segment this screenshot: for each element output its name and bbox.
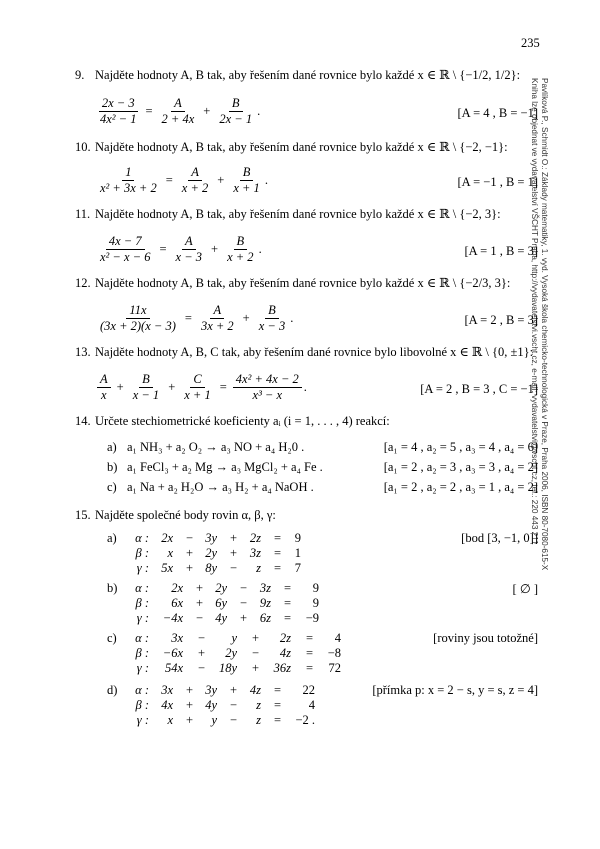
rhs: −9 — [305, 611, 319, 625]
e13-d1: x — [101, 388, 107, 402]
system-c — [123, 631, 341, 676]
page-number: 235 — [521, 36, 540, 50]
term: 6z — [259, 611, 271, 625]
reaction-b-answer: [a₁ = 2 , a₂ = 3 , a₃ = 3 , a₄ = 2] — [383, 460, 538, 474]
op: + — [251, 661, 259, 675]
reaction-c: a₁ Na + a₂ H₂O → a₃ H₂ + a₄ NaOH . — [127, 480, 314, 494]
e10-d3: x + 1 — [233, 181, 260, 195]
term: 3z — [249, 546, 261, 560]
rhs: 7 — [294, 561, 301, 575]
term: x — [167, 713, 173, 727]
term: 3z — [259, 581, 271, 595]
term: z — [256, 713, 261, 727]
term: 2y — [225, 646, 237, 660]
e12-n3: B — [265, 304, 279, 319]
op: − — [197, 631, 205, 645]
term: 6x — [171, 596, 183, 610]
e9-n2: A — [171, 97, 185, 112]
system-a — [123, 531, 301, 576]
e9-n3: B — [229, 97, 243, 112]
rhs: 72 — [328, 661, 341, 675]
term: 18y — [218, 661, 237, 675]
op: + — [185, 561, 193, 575]
e12-d3: x − 3 — [258, 319, 286, 333]
op: + — [185, 546, 193, 560]
rhs: 9 — [312, 581, 319, 595]
op: + — [185, 698, 193, 712]
e10-n1: 1 — [122, 166, 134, 181]
e11-d1: x² − x − 6 — [100, 250, 151, 264]
op: − — [239, 596, 247, 610]
problem-13-text: Najděte hodnoty A, B, C tak, aby řešením dané rovnice bylo libovolné x ∈ ℝ \ {0, ±1}: — [95, 345, 534, 359]
e13-d4: x³ − x — [252, 388, 283, 402]
eq-label: α : — [135, 531, 149, 545]
term: 2z — [249, 531, 261, 545]
problem-11-text: Najděte hodnoty A, B tak, aby řešením dané rovnice bylo každé x ∈ ℝ \ {−2, 3}: — [95, 207, 501, 221]
equation-10: $\frac{1}{\text{x² + 3x + 2}}$ = $\frac{A}{x + 2}$ + $\frac{B}{x + 1}$ . — [95, 166, 268, 195]
op: = — [283, 611, 291, 625]
equation-12: $\frac{11x}{(3x + 2)(x - 3)}$ = $\frac{A}{3x + 2}$ + $\frac{B}{x - 3}$ . — [95, 304, 293, 333]
op: + — [229, 546, 237, 560]
op: + — [229, 531, 237, 545]
rhs: 4 — [308, 698, 315, 712]
op: − — [197, 661, 205, 675]
term: 4z — [249, 683, 261, 697]
op: − — [185, 531, 193, 545]
rhs: 9 — [312, 596, 319, 610]
e12-d1: (3x + 2)(x − 3) — [100, 319, 176, 333]
eq-label: α : — [135, 631, 149, 645]
rhs: −2 . — [295, 713, 315, 727]
system-b-row — [123, 611, 319, 626]
eq-label: β : — [135, 698, 149, 712]
e11-d3: x + 2 — [227, 250, 254, 264]
term: 3x — [161, 683, 173, 697]
e13-n1: A — [97, 373, 111, 388]
system-d-row — [123, 713, 315, 728]
op: − — [229, 561, 237, 575]
term: −4x — [162, 611, 183, 625]
system-d-label: d) — [107, 683, 118, 697]
system-c-row — [123, 631, 341, 646]
e13-n2: B — [139, 373, 153, 388]
equation-11: $\frac{4x - 7}{\text{x² − x − 6}}$ = $\frac{A}{x - 3}$ + $\frac{B}{x + 2}$ . — [95, 235, 262, 264]
term: 4y — [205, 698, 217, 712]
op: = — [273, 531, 281, 545]
problem-15-number: 15. — [75, 508, 91, 522]
answer-10: [A = −1 , B = 1] — [457, 175, 538, 189]
rhs: 22 — [302, 683, 315, 697]
term: 3y — [205, 531, 217, 545]
system-c-label: c) — [107, 631, 117, 645]
rhs: 4 — [334, 631, 341, 645]
op: + — [195, 581, 203, 595]
term: 3y — [205, 683, 217, 697]
rhs: 1 — [294, 546, 301, 560]
eq-label: β : — [135, 596, 149, 610]
term: z — [256, 561, 261, 575]
problem-9-number: 9. — [75, 68, 85, 82]
op: = — [273, 561, 281, 575]
answer-12: [A = 2 , B = 3] — [464, 313, 538, 327]
reaction-c-answer: [a₁ = 2 , a₂ = 2 , a₃ = 1 , a₄ = 2] — [383, 480, 538, 494]
eq-label: γ : — [136, 661, 149, 675]
op: + — [251, 631, 259, 645]
system-b-row — [123, 596, 319, 611]
problem-14-text: Určete stechiometrické koeficienty aᵢ (i = 1, . . . , 4) reakcí: — [95, 414, 390, 428]
e13-d3: x + 1 — [184, 388, 211, 402]
side-note-line2: Kniha lze objednat ve vydavatelství VŠCHT Praha, http://vydavatelstvi.vscht.cz, e-mail: vydavatelstvi@vscht.cz, tel.: 220 443 211 — [530, 78, 539, 545]
problem-15-text: Najděte společné body rovin α, β, γ: — [95, 508, 276, 522]
op: = — [305, 631, 313, 645]
op: − — [229, 713, 237, 727]
system-c-row — [123, 646, 341, 661]
e10-d2: x + 2 — [181, 181, 209, 195]
e11-n2: A — [182, 235, 196, 250]
term: 5x — [161, 561, 173, 575]
system-b-label: b) — [107, 581, 118, 595]
op: = — [273, 698, 281, 712]
term: 54x — [164, 661, 183, 675]
term: 2x — [161, 531, 173, 545]
op: − — [251, 646, 259, 660]
reaction-a: a₁ NH₃ + a₂ O₂ → a₃ NO + a₄ H₂0 . — [127, 440, 305, 454]
term: 4x — [161, 698, 173, 712]
system-a-row — [123, 561, 301, 576]
problem-12-text: Najděte hodnoty A, B tak, aby řešením dané rovnice bylo každé x ∈ ℝ \ {−2/3, 3}: — [95, 276, 511, 290]
system-d-row — [123, 698, 315, 713]
reaction-b: a₁ FeCl₃ + a₂ Mg → a₃ MgCl₂ + a₄ Fe . — [127, 460, 323, 474]
reaction-a-label: a) — [107, 440, 117, 454]
system-d-answer: [přímka p: x = 2 − s, y = s, z = 4] — [372, 683, 538, 697]
op: + — [185, 683, 193, 697]
system-c-row — [123, 661, 341, 676]
problem-12-number: 12. — [75, 276, 91, 290]
e11-n3: B — [234, 235, 248, 250]
e10-d1: x² + 3x + 2 — [100, 181, 157, 195]
side-note-line1: Pavlíková P., Schmidt O.: Základy matematiky, 1. vyd. Vysoká škola chemicko-technologická v Praze, Praha 2006, ISBN 80-7080-615-X — [540, 78, 549, 571]
problem-10-text: Najděte hodnoty A, B tak, aby řešením dané rovnice bylo každé x ∈ ℝ \ {−2, −1}: — [95, 140, 508, 154]
op: + — [197, 646, 205, 660]
term: 9z — [259, 596, 271, 610]
system-a-row — [123, 531, 301, 546]
term: 6y — [215, 596, 227, 610]
op: = — [273, 683, 281, 697]
op: = — [273, 546, 281, 560]
e13-d2: x − 1 — [132, 388, 160, 402]
e10-n3: B — [240, 166, 254, 181]
problem-14-number: 14. — [75, 414, 91, 428]
eq-label: β : — [135, 646, 149, 660]
term: 2y — [215, 581, 227, 595]
op: + — [229, 683, 237, 697]
reaction-c-label: c) — [107, 480, 117, 494]
op: = — [305, 646, 313, 660]
op: + — [195, 596, 203, 610]
op: = — [273, 713, 281, 727]
e9-d2: 2 + 4x — [161, 112, 195, 126]
e11-d2: x − 3 — [175, 250, 203, 264]
term: 2y — [205, 546, 217, 560]
system-d — [123, 683, 315, 728]
term: y — [231, 631, 237, 645]
term: 4y — [215, 611, 227, 625]
term: 4z — [279, 646, 291, 660]
eq-label: α : — [135, 581, 149, 595]
op: = — [283, 581, 291, 595]
system-a-answer: [bod [3, −1, 0]] — [461, 531, 538, 545]
eq-label: α : — [135, 683, 149, 697]
e9-d3: 2x − 1 — [219, 112, 253, 126]
system-b — [123, 581, 319, 626]
answer-13: [A = 2 , B = 3 , C = −1] — [420, 382, 538, 396]
term: 2x — [171, 581, 183, 595]
answer-11: [A = 1 , B = 3] — [464, 244, 538, 258]
term: 2z — [279, 631, 291, 645]
term: −6x — [162, 646, 183, 660]
e12-n2: A — [210, 304, 224, 319]
term: z — [256, 698, 261, 712]
eq-label: γ : — [136, 611, 149, 625]
eq-label: γ : — [136, 561, 149, 575]
answer-9: [A = 4 , B = −1] — [457, 106, 538, 120]
e13-n3: C — [190, 373, 204, 388]
rhs: 9 — [294, 531, 301, 545]
op: + — [185, 713, 193, 727]
e13-n4: 4x² + 4x − 2 — [233, 373, 302, 388]
problem-9-text: Najděte hodnoty A, B tak, aby řešením dané rovnice bylo každé x ∈ ℝ \ {−1/2, 1/2}: — [95, 68, 521, 82]
e9-d1: 4x² − 1 — [100, 112, 137, 126]
op: = — [305, 661, 313, 675]
e11-n1: 4x − 7 — [106, 235, 145, 250]
e9-n1: 2x − 3 — [99, 97, 138, 112]
problem-11-number: 11. — [75, 207, 91, 221]
eq-label: β : — [135, 546, 149, 560]
rhs: −8 — [327, 646, 341, 660]
system-d-row — [123, 683, 315, 698]
system-a-label: a) — [107, 531, 117, 545]
e12-n1: 11x — [126, 304, 149, 319]
eq-label: γ : — [136, 713, 149, 727]
op: − — [239, 581, 247, 595]
term: 36z — [273, 661, 291, 675]
equation-9: $\frac{2x - 3}{\text{4x² − 1}}$ = $\frac{A}{2 + 4x}$ + $\frac{B}{2x - 1}$ . — [95, 97, 260, 126]
problem-10-number: 10. — [75, 140, 91, 154]
op: − — [195, 611, 203, 625]
op: − — [229, 698, 237, 712]
equation-13: $\frac{A}{x}$ + $\frac{B}{x - 1}$ + $\frac{C}{x + 1}$ = $\frac{\text{4x² + 4x − 2}}{\text{x³ − x}}$ . — [95, 373, 307, 402]
system-b-row — [123, 581, 319, 596]
term: 3x — [171, 631, 183, 645]
op: = — [283, 596, 291, 610]
e10-n2: A — [188, 166, 202, 181]
reaction-a-answer: [a₁ = 4 , a₂ = 5 , a₃ = 4 , a₄ = 6] — [383, 440, 538, 454]
system-a-row — [123, 546, 301, 561]
op: + — [239, 611, 247, 625]
system-c-answer: [roviny jsou totožné] — [433, 631, 538, 645]
term: 8y — [205, 561, 217, 575]
e12-d2: 3x + 2 — [200, 319, 234, 333]
system-b-answer: [ ∅ ] — [512, 582, 538, 596]
problem-13-number: 13. — [75, 345, 91, 359]
reaction-b-label: b) — [107, 460, 118, 474]
term: x — [167, 546, 173, 560]
term: y — [211, 713, 217, 727]
